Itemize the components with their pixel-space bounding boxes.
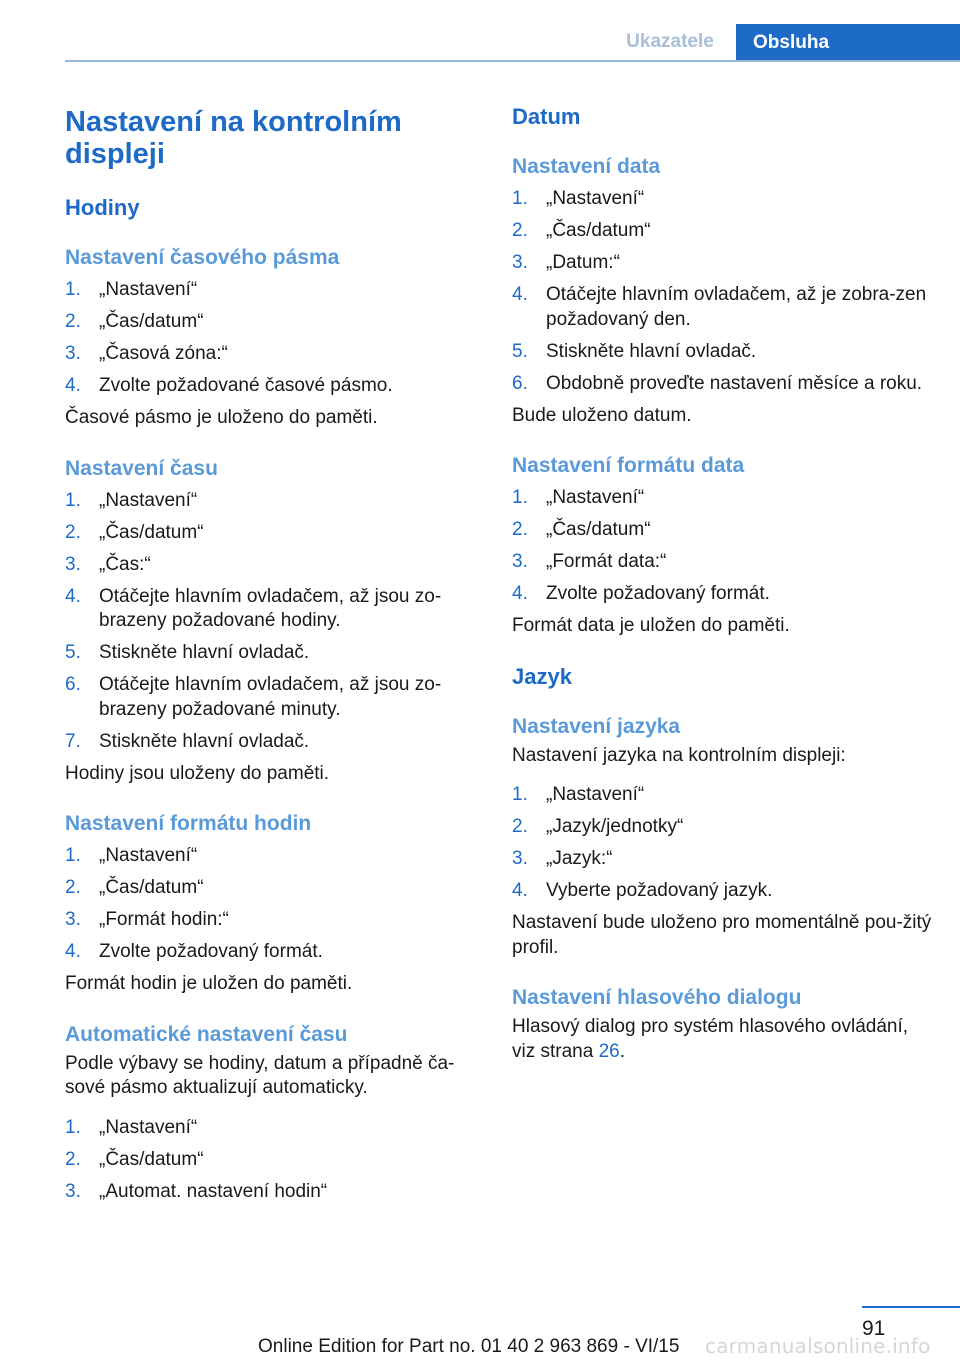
list-item: 4. Otáčejte hlavním ovladačem, až jsou zo-brazeny požadované hodiny. (65, 585, 442, 631)
list-item: 1. „Nastavení“ (65, 489, 198, 511)
section-hodiny: Hodiny (65, 195, 140, 220)
timezone-steps (65, 278, 475, 399)
list-item: 2. „Čas/datum“ (65, 1148, 204, 1170)
list-item: 3. „Formát data:“ (512, 551, 667, 572)
list-item: 3. „Automat. nastavení hodin“ (65, 1180, 328, 1202)
heading-date: Nastavení data (512, 155, 661, 178)
list-item: 2. „Čas/datum“ (512, 220, 651, 241)
list-item: 2. „Čas/datum“ (65, 877, 204, 898)
clock-format-note: Formát hodin je uložen do paměti. (65, 973, 353, 994)
language-note: Nastavení bude uloženo pro momentálně pou-žitý profil. (512, 912, 932, 958)
watermark: carmanualsonline.info (705, 1334, 931, 1358)
timezone-note: Časové pásmo je uloženo do paměti. (65, 407, 378, 428)
list-item: 1. „Nastavení“ (65, 845, 198, 866)
auto-time-steps (65, 1116, 475, 1205)
page-header (0, 0, 960, 62)
list-item: 1. „Nastavení“ (512, 487, 645, 508)
page-link-26[interactable]: 26 (598, 1040, 620, 1062)
left-column (65, 100, 475, 1212)
page-number: 91 (862, 1317, 886, 1340)
language-steps (512, 783, 932, 904)
header-divider (65, 60, 960, 62)
time-steps (65, 489, 475, 755)
list-item: 3. „Datum:“ (512, 252, 620, 273)
heading-voice-dialog: Nastavení hlasového dialogu (512, 986, 802, 1009)
time-note: Hodiny jsou uloženy do paměti. (65, 762, 330, 784)
list-item: 2. „Čas/datum“ (65, 311, 204, 332)
page-title: Nastavení na kontrolním displeji (65, 106, 402, 170)
tab-obsluha[interactable]: Obsluha (736, 24, 960, 62)
list-item: 2. „Jazyk/jednotky“ (512, 816, 684, 837)
voice-dialog-text: Hlasový dialog pro systém hlasového ovládání, viz strana 26. (512, 1016, 909, 1062)
section-datum: Datum (512, 104, 581, 129)
list-item: 4. Vyberte požadovaný jazyk. (512, 880, 773, 901)
date-note: Bude uloženo datum. (512, 404, 692, 426)
tab-ukazatele[interactable]: Ukazatele (626, 31, 714, 52)
clock-format-steps (65, 844, 475, 965)
list-item: 1. „Nastavení“ (65, 1116, 198, 1138)
list-item: 7. Stiskněte hlavní ovladač. (65, 730, 310, 752)
list-item: 5. Stiskněte hlavní ovladač. (512, 340, 757, 362)
heading-auto-time: Automatické nastavení času (65, 1022, 348, 1046)
list-item: 4. Zvolte požadované časové pásmo. (65, 375, 393, 396)
list-item: 1. „Nastavení“ (512, 784, 645, 805)
footer-divider (862, 1306, 960, 1308)
date-format-note: Formát data je uložen do paměti. (512, 615, 790, 636)
list-item: 3. „Čas:“ (65, 553, 151, 575)
list-item: 4. Zvolte požadovaný formát. (512, 583, 770, 604)
section-jazyk: Jazyk (512, 663, 572, 689)
heading-time: Nastavení času (65, 456, 218, 480)
list-item: 4. Zvolte požadovaný formát. (65, 941, 323, 962)
date-format-steps (512, 486, 932, 607)
list-item: 1. „Nastavení“ (512, 188, 645, 209)
list-item: 2. „Čas/datum“ (512, 519, 651, 540)
list-item: 6. Obdobně proveďte nastavení měsíce a roku. (512, 372, 923, 394)
heading-timezone: Nastavení časového pásma (65, 246, 340, 269)
heading-date-format: Nastavení formátu data (512, 454, 745, 477)
list-item: 6. Otáčejte hlavním ovladačem, až jsou zo-brazeny požadované minuty. (65, 674, 442, 720)
heading-clock-format: Nastavení formátu hodin (65, 812, 312, 835)
right-column (512, 100, 932, 1064)
list-item: 5. Stiskněte hlavní ovladač. (65, 642, 310, 663)
list-item: 1. „Nastavení“ (65, 279, 198, 300)
language-text: Nastavení jazyka na kontrolním displeji: (512, 744, 846, 766)
heading-language: Nastavení jazyka (512, 714, 681, 738)
auto-time-text: Podle výbavy se hodiny, datum a případně ča-sové pásmo aktualizují automaticky. (65, 1052, 455, 1098)
edition-text: Online Edition for Part no. 01 40 2 963 869 - VI/15 (258, 1336, 680, 1357)
list-item: 3. „Časová zóna:“ (65, 343, 228, 364)
date-steps (512, 187, 932, 396)
list-item: 2. „Čas/datum“ (65, 521, 204, 543)
list-item: 3. „Formát hodin:“ (65, 909, 229, 930)
list-item: 4. Otáčejte hlavním ovladačem, až je zobra-zen požadovaný den. (512, 284, 927, 330)
list-item: 3. „Jazyk:“ (512, 848, 613, 869)
